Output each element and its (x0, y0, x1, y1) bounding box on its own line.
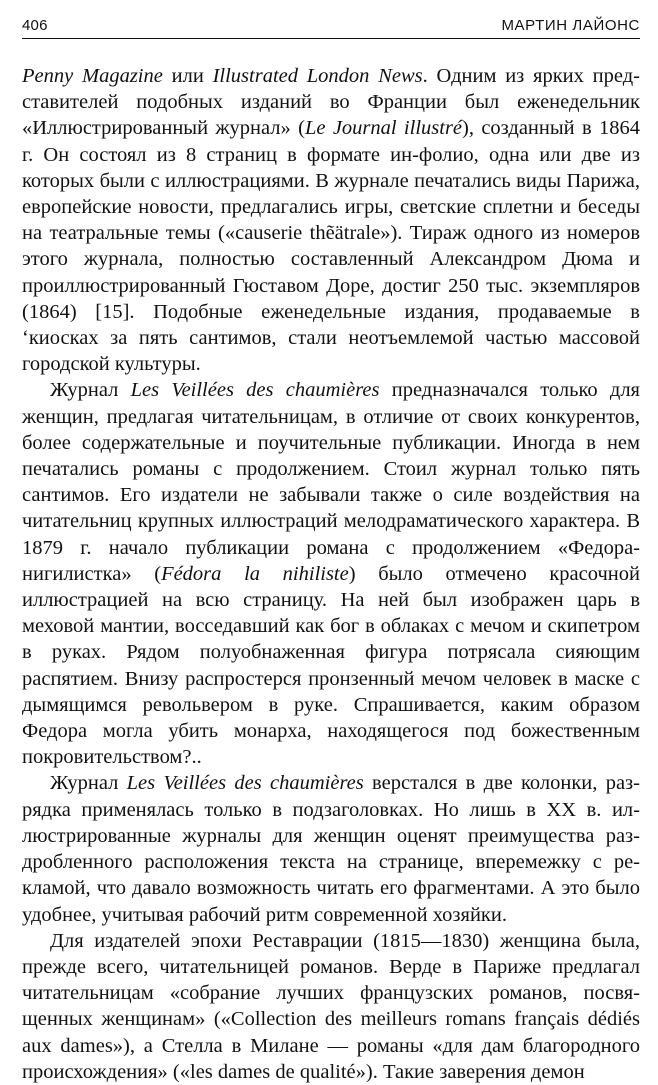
text-run: Журнал (50, 772, 127, 795)
text-run: ), созданный в 1864 г. Он состоял из 8 страниц в формате ин-фолио, одна или две из которых были с иллюстрациями. В журнале печатались виды Парижа, европейские новости, предлагались игры, светские сплетни и беседы на театральные темы («causerie thẽätrale»). Тираж одного из номеров этого журнала, полностью составленный Александром Дюма и проиллюстрированный Гюставом Доре, достиг 250 тыс. экземпляров (1864) [15]. Подобные еженедельные издания, продаваемые в ‘киосках за пять сантимов, стали неотъемлемой частью массовой городской культуры. (22, 117, 640, 376)
text-run: . Одним из ярких представителей подобных изданий во Франции был еженедельник «Иллюстрированный журнал» ( (22, 65, 640, 140)
paragraph (22, 63, 640, 377)
italic-title-run: Le Journal illustré (304, 117, 463, 140)
paragraph (22, 770, 640, 927)
text-run: или (162, 65, 213, 87)
page-header (22, 14, 640, 39)
text-run: Журнал (50, 379, 131, 402)
italic-title-run: Fédora la nihiliste (161, 562, 349, 585)
paragraph (22, 377, 640, 770)
page-number: 406 (22, 17, 48, 34)
italic-title-run: Les Veillées des chaumières (130, 379, 380, 402)
paragraph (22, 928, 640, 1085)
italic-title-run: Penny Magazine (22, 65, 163, 87)
running-head: МАРТИН ЛАЙОНС (501, 17, 640, 34)
text-run: ) было отмечено красочной иллюстрацией на всю страницу. На ней был изображен царь в меховой мантии, восседавший как бог в облаках с мечом и скипетром в руках. Рядом полуобнаженная фигура потрясала сияющим распятием. Внизу распростерся пронзенный мечом человек в маске с дымящимся револьвером в руке. Спрашивается, каким образом Федора могла убить монарха, находящегося под божественным покровительством?.. (22, 562, 640, 769)
book-page (22, 14, 640, 1085)
text-run: Для издателей эпохи Реставрации (1815—1830) женщина была, прежде всего, читательницей романов. Верде в Париже предлагал читательницам «собрание лучших французских романов, посвященных женщинам» («Collection des meilleurs romans français dédiés aux dames»), а Стелла в Милане — романы «для дам благородного происхождения» («les dames de qualité»). Такие заверения демон (22, 929, 640, 1083)
italic-title-run: Illustrated London News (212, 65, 423, 87)
text-run: предназначался только для женщин, предлагая читательницам, в отличие от своих конкурентов, более содержательные и поучительные публикации. Иногда в нем печатались романы с продолжением. Стоил журнал только пять сантимов. Его издатели не забывали также о силе воздействия на читательниц крупных иллюстраций мелодраматического характера. В 1879 г. начало публикации романа с продолжением «Федора-нигилистка» ( (22, 379, 640, 585)
page-body (22, 63, 640, 1085)
italic-title-run: Les Veillées des chaumières (126, 772, 364, 795)
text-run: верстался в две колонки, разрядка применялась только в подзаголовках. Но лишь в XX в. иллюстрированные журналы для женщин оценят преимущества раздробленного расположения текста на странице, вперемежку с рекламой, что давало возможность читать его фрагментами. А это было удобнее, учитывая рабочий ритм современной хозяйки. (22, 772, 640, 926)
